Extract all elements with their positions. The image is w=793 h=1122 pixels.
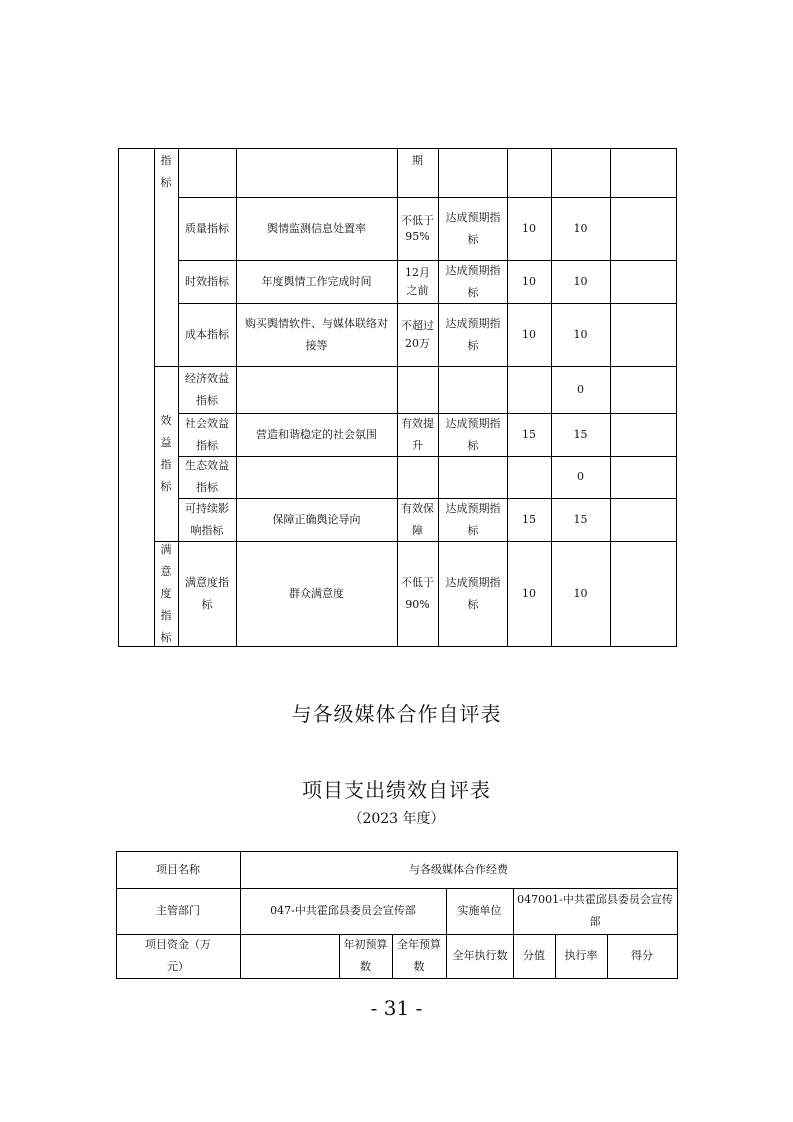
period-fragment-cell: [397, 148, 438, 197]
social-benefit-value: 有效提升: [401, 416, 434, 452]
impl-value: 047001-中共霍邱县委员会宣传部: [517, 893, 673, 928]
period-fragment-text: 期: [412, 154, 423, 167]
quality-indicator-standard: 达成预期指标: [445, 210, 501, 246]
col-exec-rate: 执行率: [564, 949, 598, 962]
project-name-label: 项目名称: [156, 862, 200, 876]
benefit-indicator-group-text: 效益指标: [160, 413, 172, 493]
quality-indicator-label: 质量指标: [185, 221, 229, 235]
ecological-benefit-score: 0: [577, 470, 584, 483]
col-initial-budget: 年初预算数: [343, 938, 388, 973]
social-benefit-content: 营造和谐稳定的社会氛围: [256, 427, 377, 441]
output-indicator-group-text: 指标: [160, 154, 172, 189]
economic-benefit-score: 0: [577, 382, 584, 396]
satisfaction-group-text: 满意度指标: [160, 542, 172, 644]
col-annual-exec: 全年执行数: [452, 949, 508, 962]
cost-indicator-standard: 达成预期指标: [445, 316, 501, 352]
satisfaction-indicator-standard: 达成预期指标: [445, 575, 501, 611]
quality-indicator-content: 舆情监测信息处置率: [267, 221, 366, 235]
social-benefit-score: 15: [573, 427, 588, 441]
cost-indicator-weight: 10: [522, 327, 536, 341]
timeliness-indicator-score: 10: [573, 274, 588, 288]
timeliness-indicator-standard: 达成预期指标: [445, 263, 501, 299]
output-indicator-group-label: [154, 148, 178, 197]
timeliness-indicator-value: 12月之前: [405, 265, 430, 297]
quality-indicator-score: 10: [573, 221, 588, 235]
col-annual-budget: 全年预算数: [397, 938, 441, 973]
col-score: 得分: [631, 949, 653, 962]
timeliness-indicator-content: 年度舆情工作完成时间: [261, 274, 372, 288]
project-title: 与各级媒体合作自评表: [291, 702, 502, 726]
social-benefit-label: 社会效益指标: [185, 416, 229, 452]
economic-benefit-label: 经济效益指标: [185, 371, 229, 407]
year-subtitle: （2023 年度）: [348, 811, 445, 827]
sustainable-impact-weight: 15: [522, 512, 536, 526]
project-name-value: 与各级媒体合作经费: [409, 862, 508, 876]
sustainable-impact-standard: 达成预期指标: [445, 501, 501, 537]
dept-value: 047-中共霍邱县委员会宣传部: [270, 904, 416, 917]
quality-indicator-value: 不低于95%: [401, 213, 434, 243]
cost-indicator-content: 购买舆情软件、与媒体联络对接等: [245, 316, 388, 352]
satisfaction-indicator-label: 满意度指标: [185, 575, 229, 611]
satisfaction-indicator-content: 群众满意度: [289, 586, 344, 600]
page-number: - 31 -: [370, 996, 423, 1020]
benefit-indicator-group-label: [154, 366, 178, 541]
quality-indicator-weight: 10: [522, 221, 536, 235]
fund-label: 项目资金（万元）: [145, 938, 211, 973]
satisfaction-indicator-score: 10: [573, 586, 588, 600]
timeliness-indicator-label: 时效指标: [185, 274, 229, 288]
satisfaction-indicator-weight: 10: [522, 586, 536, 600]
satisfaction-indicator-value: 不低于90%: [401, 575, 434, 611]
cost-indicator-label: 成本指标: [185, 327, 229, 341]
cost-indicator-value: 不超过20万: [401, 318, 434, 350]
impl-label: 实施单位: [457, 904, 502, 917]
sustainable-impact-value: 有效保障: [401, 501, 434, 537]
dept-label: 主管部门: [156, 904, 200, 917]
form-title: 项目支出绩效自评表: [302, 778, 491, 802]
social-benefit-weight: 15: [522, 427, 536, 441]
sustainable-impact-score: 15: [573, 512, 588, 526]
satisfaction-group-label: [154, 541, 178, 646]
col-score-weight: 分值: [523, 949, 545, 962]
sustainable-impact-label: 可持续影响指标: [185, 501, 229, 537]
sustainable-impact-content: 保障正确舆论导向: [272, 512, 361, 526]
social-benefit-standard: 达成预期指标: [445, 416, 501, 452]
ecological-benefit-label: 生态效益指标: [185, 459, 229, 494]
cost-indicator-score: 10: [573, 327, 588, 341]
timeliness-indicator-weight: 10: [522, 274, 536, 288]
